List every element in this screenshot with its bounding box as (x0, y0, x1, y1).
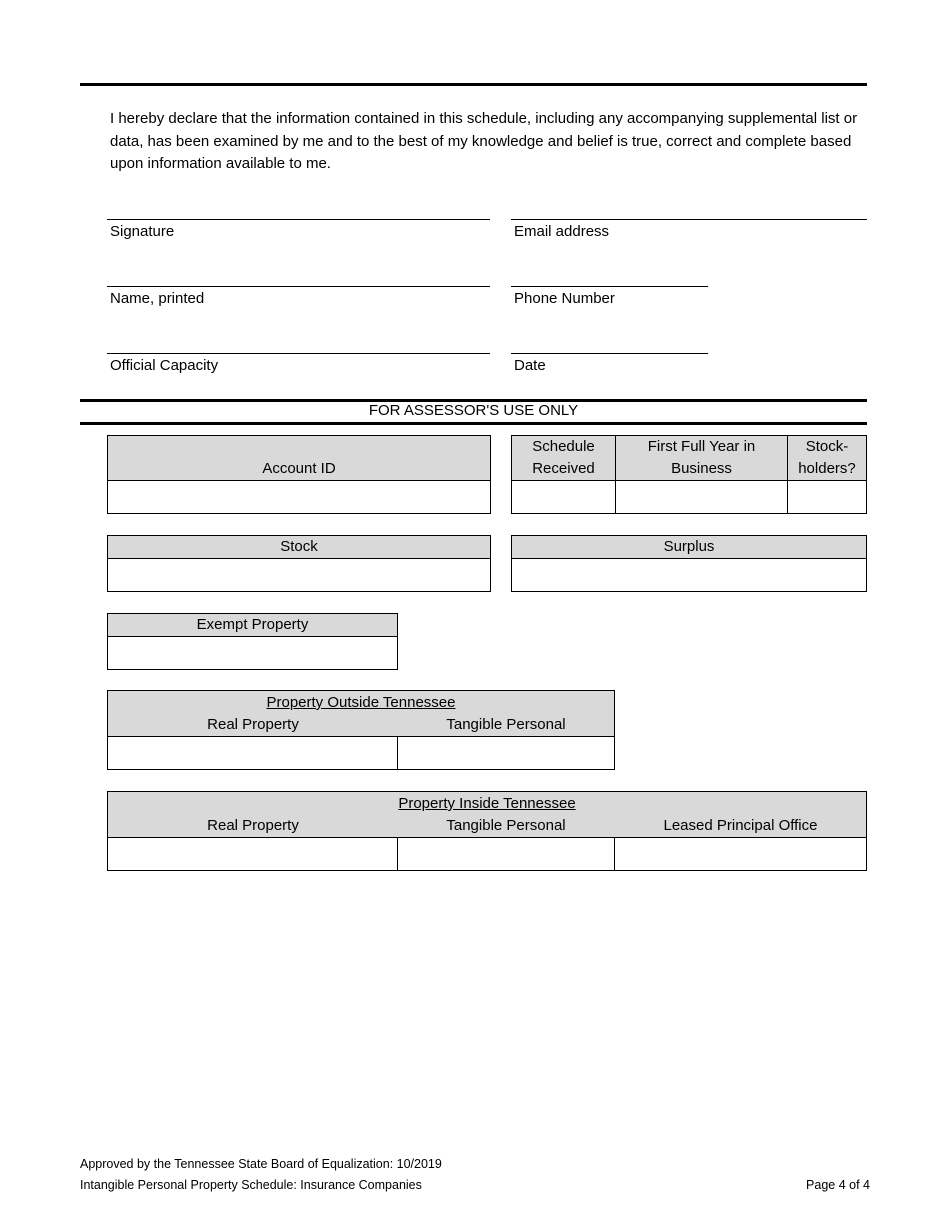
exempt-property-input[interactable] (108, 637, 397, 668)
account-id-input[interactable] (108, 481, 490, 512)
property-inside-box (107, 791, 867, 871)
stockholders-input[interactable] (789, 481, 865, 512)
exempt-property-label: Exempt Property (196, 616, 309, 633)
phone-label: Phone Number (514, 290, 615, 307)
stockholders-label-2: holders? (798, 460, 856, 477)
signature-line[interactable] (107, 219, 490, 220)
surplus-box (511, 535, 867, 592)
official-capacity-label: Official Capacity (110, 357, 219, 374)
property-outside-title: Property Outside Tennessee (266, 694, 456, 711)
outside-real-property-label: Real Property (207, 716, 299, 733)
inside-tangible-personal-input[interactable] (399, 838, 613, 869)
email-label: Email address (514, 223, 610, 240)
inside-leased-principal-office-label: Leased Principal Office (663, 817, 818, 834)
stock-label: Stock (280, 538, 318, 555)
surplus-header (512, 536, 866, 558)
inside-real-property-input[interactable] (108, 838, 396, 869)
stock-input[interactable] (108, 559, 490, 590)
account-id-box (107, 435, 491, 514)
official-capacity-line[interactable] (107, 353, 490, 354)
outside-tangible-personal-label: Tangible Personal (446, 716, 566, 733)
schedule-info-box (511, 435, 867, 514)
date-label: Date (514, 357, 546, 374)
name-printed-label: Name, printed (110, 290, 205, 307)
assessor-title: FOR ASSESSOR'S USE ONLY (368, 402, 579, 419)
inside-tangible-personal-label: Tangible Personal (446, 817, 566, 834)
schedule-received-label-2: Received (532, 460, 595, 477)
property-inside-title: Property Inside Tennessee (398, 795, 576, 812)
footer-page-number: Page 4 of 4 (806, 1178, 870, 1192)
surplus-input[interactable] (512, 559, 866, 590)
date-line[interactable] (511, 353, 708, 354)
outside-real-property-input[interactable] (108, 737, 396, 768)
first-full-year-label-2: Business (671, 460, 732, 477)
email-line[interactable] (511, 219, 867, 220)
stock-box (107, 535, 491, 592)
account-id-header (108, 436, 490, 480)
exempt-property-box (107, 613, 398, 670)
first-full-year-label-1: First Full Year in (647, 438, 756, 455)
property-inside-col-divider-2 (614, 837, 615, 870)
signature-label: Signature (110, 223, 175, 240)
inside-real-property-label: Real Property (207, 817, 299, 834)
footer-form-name: Intangible Personal Property Schedule: Insurance Companies (80, 1178, 422, 1192)
account-id-label: Account ID (262, 460, 336, 477)
exempt-property-header (108, 614, 397, 636)
stock-header (108, 536, 490, 558)
schedule-received-label-1: Schedule (532, 438, 595, 455)
schedule-received-input[interactable] (512, 481, 614, 512)
surplus-label: Surplus (663, 538, 715, 555)
stockholders-label-1: Stock- (805, 438, 849, 455)
assessor-bottom-rule (80, 422, 867, 425)
declaration-text: I hereby declare that the information contained in this schedule, including any accompanying supplemental list or data, has been examined by me and to the best of my knowledge and belief is true, correct and complete based upon information available to me. (110, 110, 858, 172)
property-inside-col-divider-1 (397, 837, 398, 870)
outside-tangible-personal-input[interactable] (399, 737, 613, 768)
name-printed-line[interactable] (107, 286, 490, 287)
footer-approved: Approved by the Tennessee State Board of Equalization: 10/2019 (80, 1157, 442, 1171)
inside-leased-principal-office-input[interactable] (616, 838, 865, 869)
first-full-year-input[interactable] (617, 481, 786, 512)
property-outside-col-divider (397, 736, 398, 769)
property-outside-box (107, 690, 615, 770)
top-rule (80, 83, 867, 86)
phone-line[interactable] (511, 286, 708, 287)
